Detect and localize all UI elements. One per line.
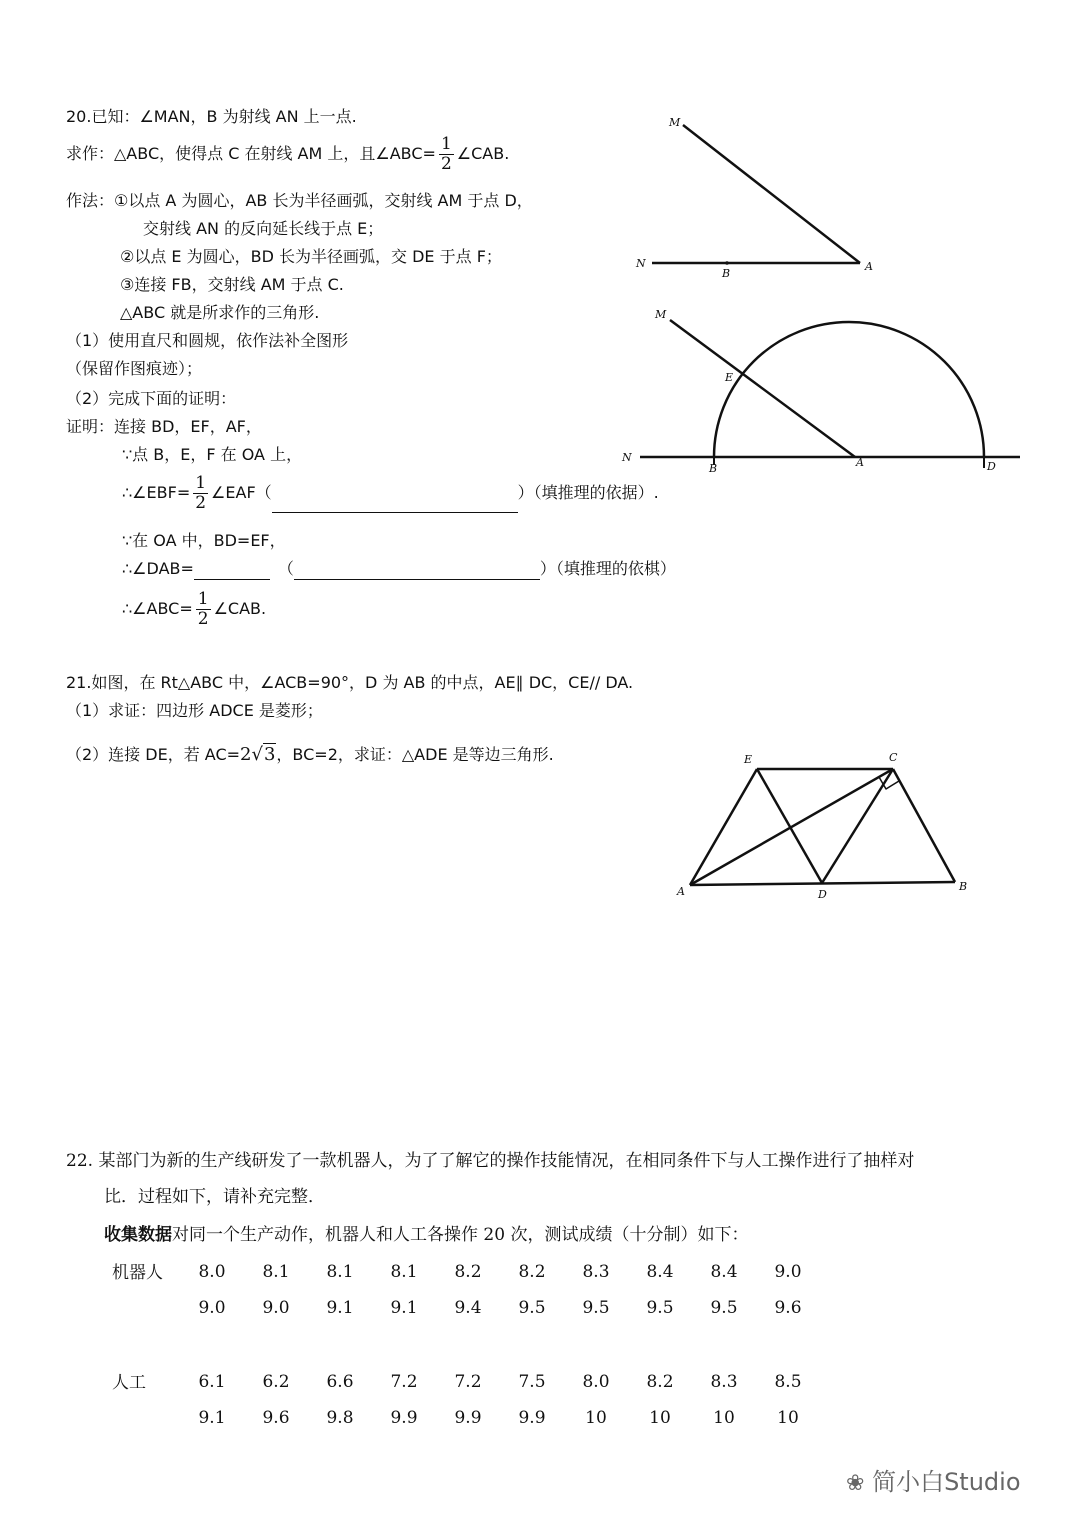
q20-proof-line6 — [122, 590, 266, 629]
score-cell: 10 — [585, 1408, 607, 1428]
q20-construct-text: 求作：△ABC，使得点 C 在射线 AM 上，且∠ABC= — [66, 144, 436, 163]
q21-part2-text: （2）连接 DE，若 AC= — [66, 745, 241, 764]
score-cell: 8.3 — [582, 1262, 610, 1282]
q22-statement-2: 比．过程如下，请补充完整． — [104, 1187, 325, 1207]
proof-text: （ — [277, 559, 294, 578]
label-b: B — [959, 880, 968, 893]
proof-text: ∠EAF（ — [211, 483, 272, 502]
side-ae — [690, 769, 757, 885]
label-a: A — [865, 260, 873, 273]
q20-construct-tail: ∠CAB. — [456, 144, 510, 163]
segment-dc — [822, 769, 893, 883]
q21-part2-tail: ，BC=2，求证：△ADE 是等边三角形. — [276, 745, 554, 764]
radicand: 3 — [263, 744, 276, 765]
score-cell: 8.3 — [710, 1372, 738, 1392]
collect-label: 收集数据 — [104, 1225, 172, 1245]
half-fraction — [196, 590, 211, 629]
segment-ed — [757, 769, 822, 883]
proof-text: ∠CAB. — [213, 599, 267, 618]
wechat-icon: ❀ — [846, 1471, 865, 1496]
fraction-denominator: 2 — [197, 609, 209, 629]
q21-part1: （1）求证：四边形 ADCE 是菱形； — [66, 701, 323, 720]
score-cell: 9.5 — [518, 1298, 546, 1318]
q20-figure-construction — [615, 300, 1035, 480]
score-cell: 10 — [649, 1408, 671, 1428]
label-d: D — [818, 888, 827, 901]
proof-text: ∴∠DAB= — [122, 559, 194, 578]
answer-blank[interactable] — [272, 494, 518, 513]
score-cell: 6.6 — [326, 1372, 354, 1392]
score-cell: 8.0 — [582, 1372, 610, 1392]
q21-part2 — [66, 744, 554, 766]
q20-method-2: ②以点 E 为圆心，BD 长为半径画弧，交 DE 于点 F； — [120, 247, 502, 266]
q20-method-3: ③连接 FB，交射线 AM 于点 C. — [120, 275, 344, 294]
label-b: B — [722, 267, 731, 280]
answer-blank[interactable] — [294, 561, 540, 580]
q20-figure-angle — [620, 110, 880, 280]
score-cell: 6.1 — [198, 1372, 226, 1392]
score-cell: 6.2 — [262, 1372, 290, 1392]
label-n: N — [622, 451, 632, 464]
score-cell: 9.1 — [326, 1298, 354, 1318]
score-cell: 10 — [777, 1408, 799, 1428]
q20-part1: （1）使用直尺和圆规，依作法补全图形 — [66, 331, 349, 350]
proof-text: ）（填推理的依据）. — [517, 483, 659, 502]
score-cell: 7.2 — [390, 1372, 418, 1392]
score-cell: 7.5 — [518, 1372, 546, 1392]
half-fraction — [439, 135, 454, 174]
score-cell: 9.1 — [198, 1408, 226, 1428]
fraction-denominator: 2 — [440, 154, 452, 174]
score-cell: 8.4 — [646, 1262, 674, 1282]
q20-method-1: 作法：①以点 A 为圆心，AB 长为半径画弧，交射线 AM 于点 D， — [66, 191, 533, 210]
score-cell: 10 — [713, 1408, 735, 1428]
label-a: A — [677, 885, 685, 898]
score-cell: 8.4 — [710, 1262, 738, 1282]
fraction-numerator: 1 — [440, 134, 452, 154]
q21-statement: 21.如图，在 Rt△ABC 中，∠ACB=90°，D 为 AB 的中点，AE∥ DC，CE// DA. — [66, 673, 634, 692]
ray-am — [670, 320, 855, 457]
label-d: D — [987, 460, 996, 473]
score-cell: 9.8 — [326, 1408, 354, 1428]
score-cell: 8.1 — [326, 1262, 354, 1282]
score-cell: 9.0 — [774, 1262, 802, 1282]
two-root-three: 2√3 — [240, 744, 276, 765]
score-cell: 8.0 — [198, 1262, 226, 1282]
q20-part2: （2）完成下面的证明： — [66, 389, 237, 408]
half-fraction — [193, 474, 208, 513]
fraction-numerator: 1 — [195, 473, 207, 493]
fraction-denominator: 2 — [195, 493, 207, 513]
score-cell: 7.2 — [454, 1372, 482, 1392]
score-cell: 9.6 — [774, 1298, 802, 1318]
score-cell: 8.2 — [646, 1372, 674, 1392]
score-cell: 9.0 — [198, 1298, 226, 1318]
q20-method-result: △ABC 就是所求作的三角形. — [120, 303, 320, 322]
proof-text: ∴∠ABC= — [122, 599, 193, 618]
score-cell: 9.9 — [518, 1408, 546, 1428]
answer-blank[interactable] — [194, 561, 270, 580]
score-cell: 9.0 — [262, 1298, 290, 1318]
label-n: N — [636, 257, 646, 270]
score-cell: 8.5 — [774, 1372, 802, 1392]
label-m: M — [669, 116, 681, 129]
collect-text: 对同一个生产动作，机器人和人工各操作 20 次，测试成绩（十分制）如下： — [172, 1225, 749, 1245]
score-cell: 9.6 — [262, 1408, 290, 1428]
human-label: 人工 — [112, 1373, 146, 1393]
score-cell: 9.4 — [454, 1298, 482, 1318]
score-cell: 8.2 — [518, 1262, 546, 1282]
q20-proof-line3 — [122, 474, 659, 513]
score-cell: 8.1 — [390, 1262, 418, 1282]
q22-collect — [104, 1224, 748, 1246]
arc-bd — [714, 322, 984, 457]
fraction-numerator: 1 — [197, 589, 209, 609]
proof-text: ∴∠EBF= — [122, 483, 191, 502]
q20-proof-start: 证明：连接 BD，EF，AF， — [66, 417, 262, 436]
q20-part1b: （保留作图痕迹）； — [66, 359, 203, 378]
score-cell: 9.1 — [390, 1298, 418, 1318]
watermark-text: 简小白Studio — [872, 1468, 1021, 1496]
q21-figure — [670, 745, 980, 905]
coefficient: 2 — [240, 744, 252, 765]
robot-label: 机器人 — [112, 1263, 163, 1283]
score-cell: 9.5 — [646, 1298, 674, 1318]
label-e: E — [744, 753, 753, 766]
watermark — [846, 1462, 1021, 1497]
point-b — [725, 261, 729, 265]
q20-given: 20.已知：∠MAN，B 为射线 AN 上一点. — [66, 107, 357, 126]
side-cb — [893, 769, 955, 882]
q20-proof-line5 — [122, 558, 676, 580]
label-c: C — [889, 751, 898, 764]
proof-text: ）（填推理的依棋） — [539, 559, 676, 578]
label-e: E — [725, 371, 734, 384]
score-cell: 8.2 — [454, 1262, 482, 1282]
q20-proof-line2: ∵点 B，E，F 在 OA 上， — [122, 445, 303, 464]
label-b: B — [709, 462, 718, 475]
score-cell: 8.1 — [262, 1262, 290, 1282]
score-cell: 9.9 — [454, 1408, 482, 1428]
label-m: M — [655, 308, 667, 321]
q22-statement: 22. 某部门为新的生产线研发了一款机器人，为了了解它的操作技能情况，在相同条件下与人工操作进行了抽样对 — [66, 1151, 915, 1171]
ray-am — [683, 125, 860, 263]
score-cell: 9.5 — [582, 1298, 610, 1318]
score-cell: 9.9 — [390, 1408, 418, 1428]
label-a: A — [856, 456, 864, 469]
q20-method-1b: 交射线 AN 的反向延长线于点 E； — [143, 219, 384, 238]
q20-construct — [66, 135, 509, 174]
score-cell: 9.5 — [710, 1298, 738, 1318]
q20-proof-line4: ∵在 OA 中，BD=EF， — [122, 531, 286, 550]
